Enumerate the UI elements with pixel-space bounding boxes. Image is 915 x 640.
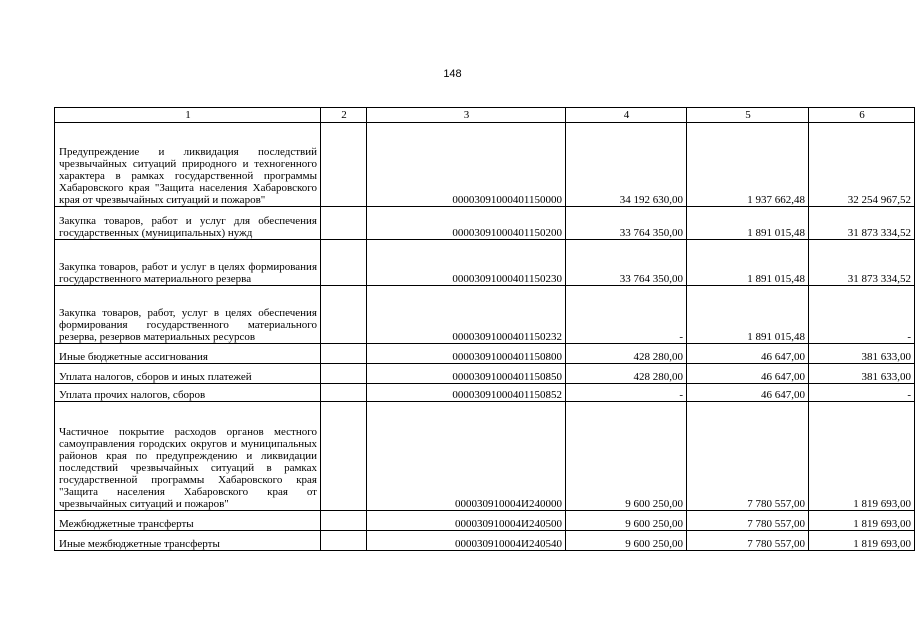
row-col2 [321,364,367,384]
row-code: 00003091000401150800 [367,344,566,364]
row-value-6: 31 873 334,52 [809,240,915,286]
table-row [55,402,915,511]
row-code: 00003091000401150850 [367,364,566,384]
row-value-4: - [566,384,687,402]
column-header: 6 [809,108,915,123]
column-header: 2 [321,108,367,123]
row-value-6: 32 254 967,52 [809,123,915,207]
row-name: Предупреждение и ликвидация последствий чрезвычайных ситуаций природного и техногенного характера в рамках государственной программы Хабаровского края "Защита населения Хабаровского края от чрезвычайных ситуаций и пожаров" [55,123,321,207]
column-header: 1 [55,108,321,123]
table-row [55,364,915,384]
row-col2 [321,344,367,364]
table-row [55,240,915,286]
row-value-6: 31 873 334,52 [809,207,915,240]
row-value-5: 1 891 015,48 [687,240,809,286]
budget-table [54,107,915,551]
row-value-5: 46 647,00 [687,364,809,384]
row-value-4: 33 764 350,00 [566,207,687,240]
row-code: 000030910004И240000 [367,402,566,511]
table-row [55,384,915,402]
table-row [55,511,915,531]
row-code: 00003091000401150230 [367,240,566,286]
row-value-4: 34 192 630,00 [566,123,687,207]
row-col2 [321,531,367,551]
row-value-6: - [809,384,915,402]
row-value-6: 1 819 693,00 [809,531,915,551]
row-col2 [321,511,367,531]
table-row [55,286,915,344]
column-header: 3 [367,108,566,123]
column-header: 4 [566,108,687,123]
row-value-4: - [566,286,687,344]
row-value-6: 1 819 693,00 [809,402,915,511]
row-code: 00003091000401150852 [367,384,566,402]
row-value-5: 46 647,00 [687,344,809,364]
row-code: 00003091000401150232 [367,286,566,344]
row-code: 000030910004И240540 [367,531,566,551]
row-name: Уплата прочих налогов, сборов [55,384,321,402]
table-header-row [55,108,915,123]
row-value-4: 428 280,00 [566,364,687,384]
row-value-4: 9 600 250,00 [566,402,687,511]
row-value-5: 46 647,00 [687,384,809,402]
row-value-4: 9 600 250,00 [566,511,687,531]
table-row [55,123,915,207]
row-name: Частичное покрытие расходов органов местного самоуправления городских округов и муниципальных районов края по предупреждению и ликвидации последствий чрезвычайных ситуаций в рамках государственной программы Хабаровского края "Защита населения Хабаровского края от чрезвычайных ситуаций и пожаров" [55,402,321,511]
row-col2 [321,286,367,344]
row-value-4: 33 764 350,00 [566,240,687,286]
row-name: Иные бюджетные ассигнования [55,344,321,364]
row-name: Закупка товаров, работ и услуг для обеспечения государственных (муниципальных) нужд [55,207,321,240]
row-value-5: 7 780 557,00 [687,531,809,551]
table-row [55,207,915,240]
row-code: 0000309100040115000​0 [367,123,566,207]
row-name: Закупка товаров, работ, услуг в целях обеспечения формирования государственного материального резерва, резервов материальных ресурсов [55,286,321,344]
row-name: Уплата налогов, сборов и иных платежей [55,364,321,384]
column-header: 5 [687,108,809,123]
row-code: 000030910004И240500 [367,511,566,531]
row-value-6: 381 633,00 [809,344,915,364]
row-value-5: 1 891 015,48 [687,207,809,240]
row-value-4: 9 600 250,00 [566,531,687,551]
row-value-6: 1 819 693,00 [809,511,915,531]
row-name: Закупка товаров, работ и услуг в целях формирования государственного материального резерва [55,240,321,286]
row-value-6: - [809,286,915,344]
row-value-5: 1 937 662,48 [687,123,809,207]
row-col2 [321,207,367,240]
row-name: Межбюджетные трансферты [55,511,321,531]
row-code: 00003091000401150200 [367,207,566,240]
row-col2 [321,402,367,511]
row-col2 [321,240,367,286]
row-col2 [321,123,367,207]
row-value-6: 381 633,00 [809,364,915,384]
row-value-4: 428 280,00 [566,344,687,364]
row-value-5: 1 891 015,48 [687,286,809,344]
table-row [55,344,915,364]
row-value-5: 7 780 557,00 [687,402,809,511]
row-name: Иные межбюджетные трансферты [55,531,321,551]
row-col2 [321,384,367,402]
page-number: 148 [443,68,462,80]
row-value-5: 7 780 557,00 [687,511,809,531]
table-row [55,531,915,551]
